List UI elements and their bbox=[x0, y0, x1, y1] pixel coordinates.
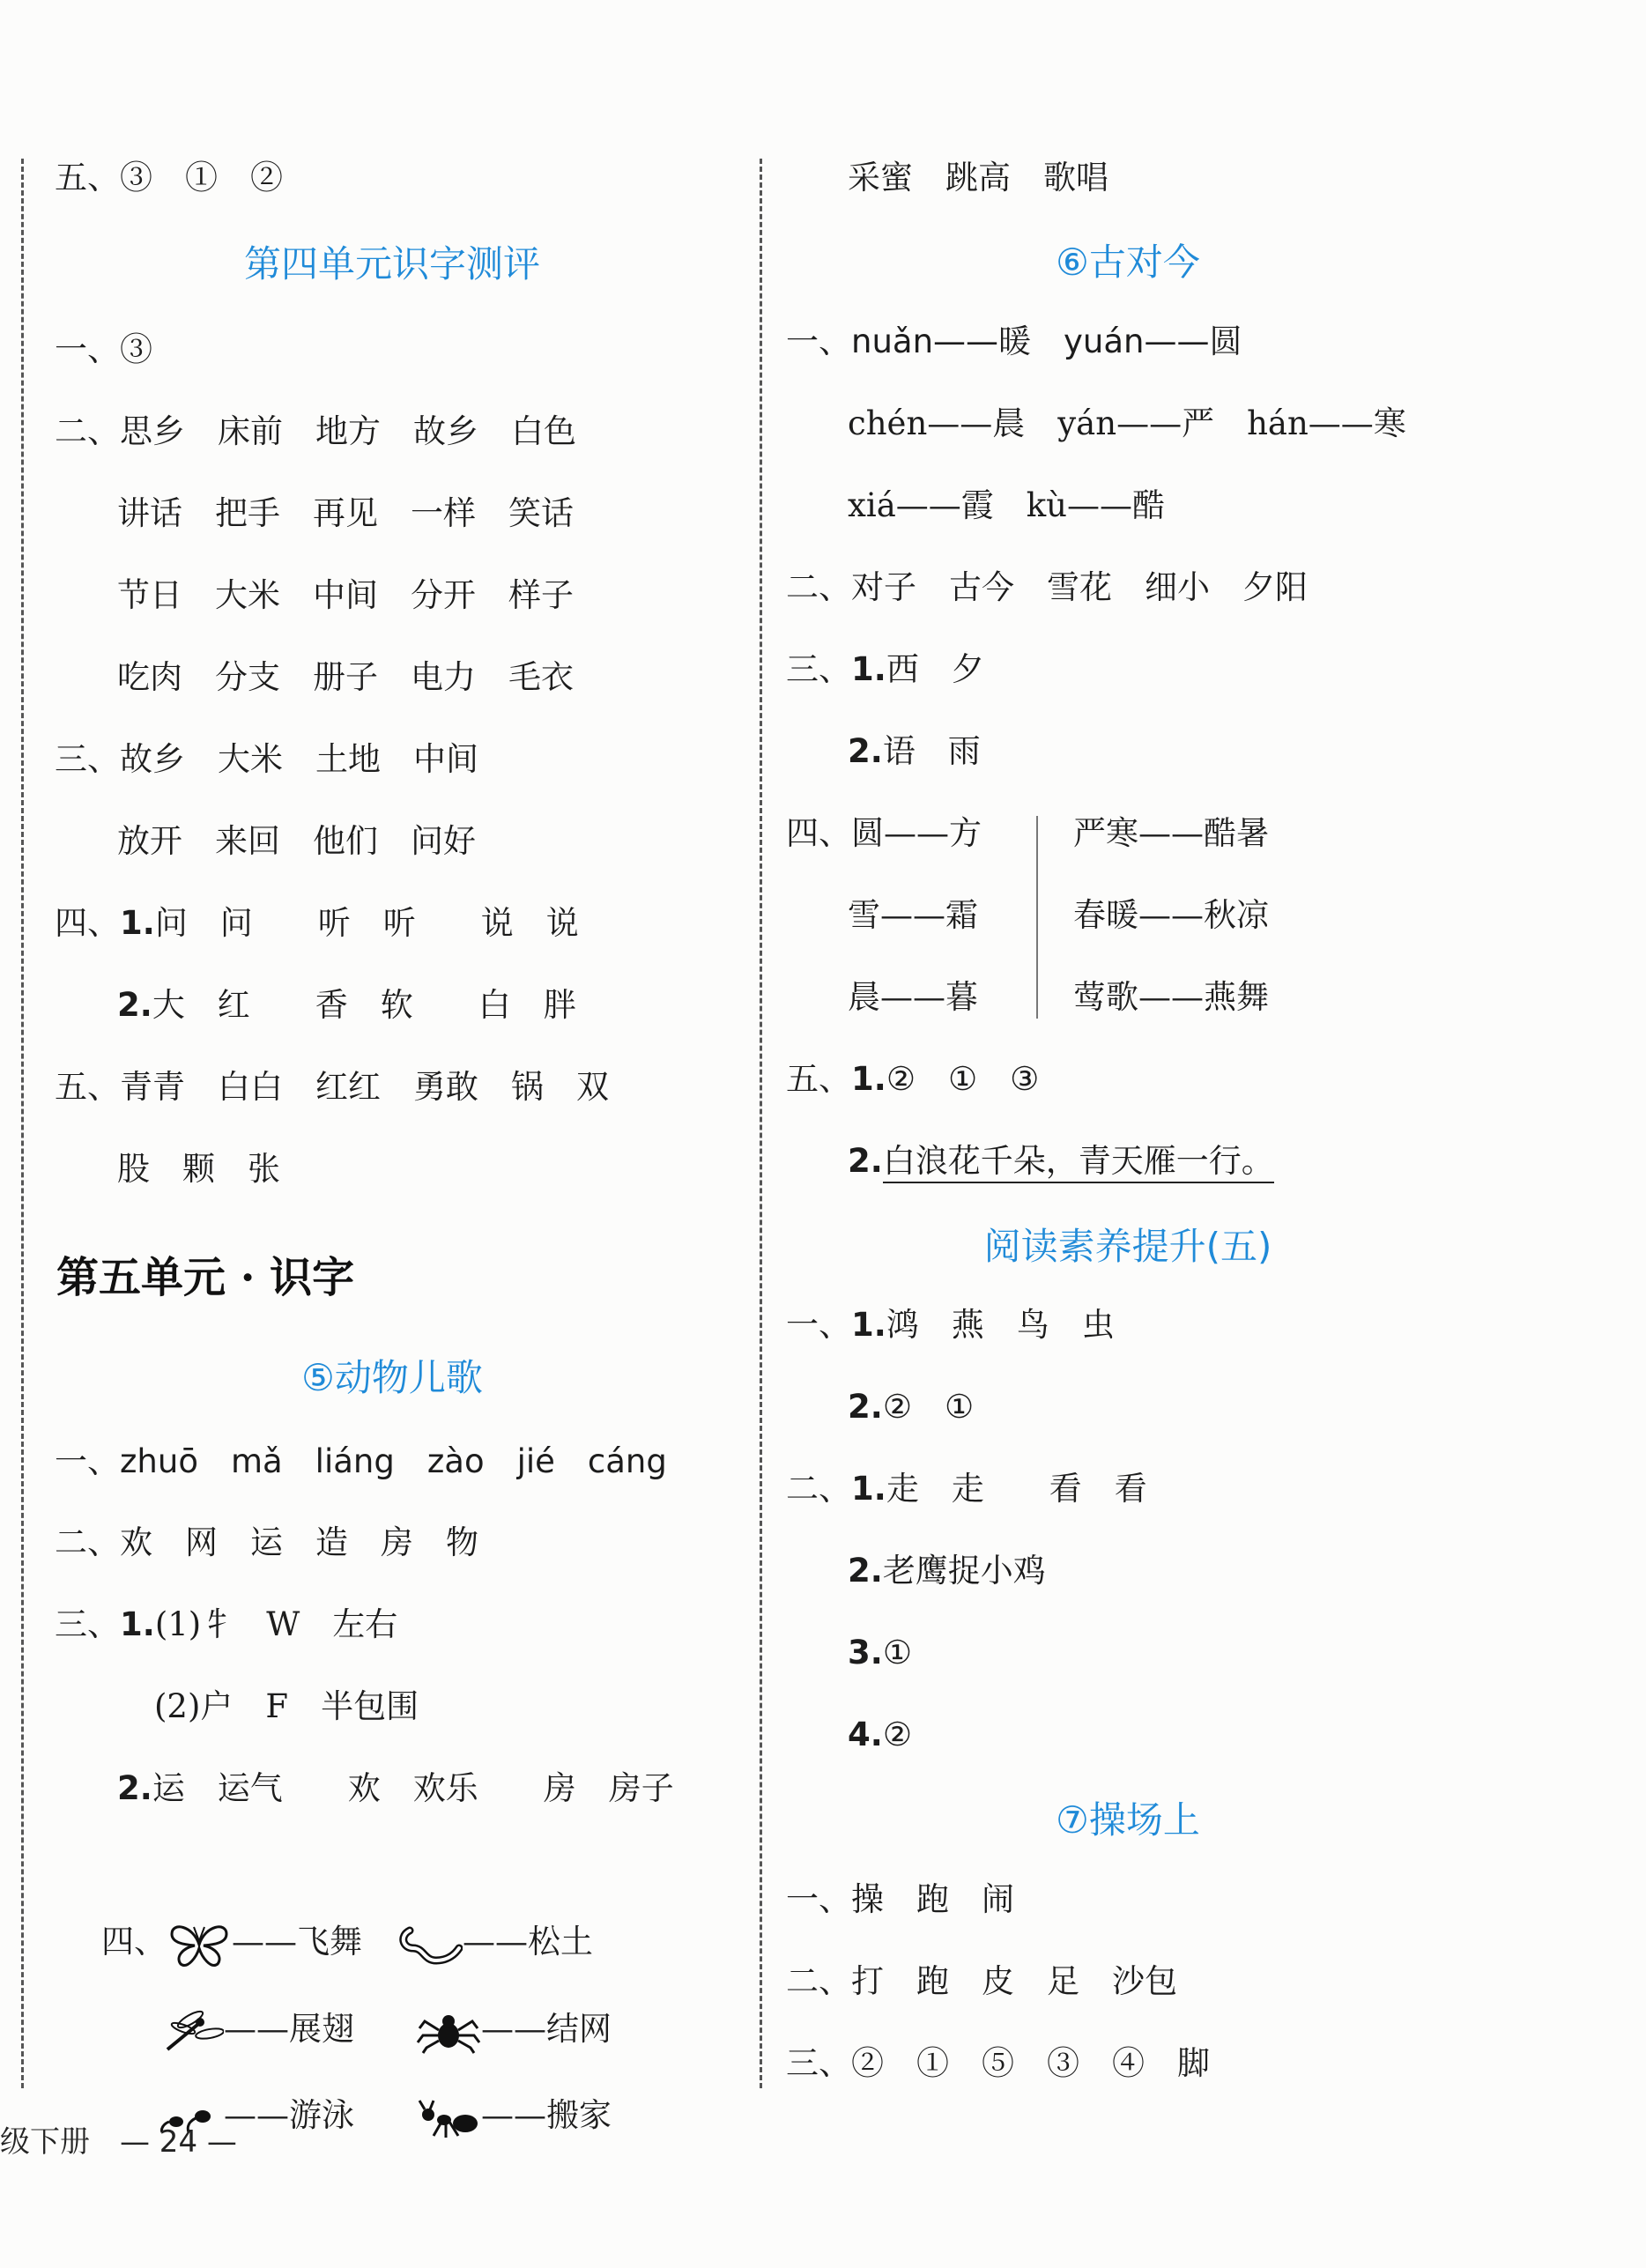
left-line-13: 二、欢 网 运 造 房 物 bbox=[55, 1523, 478, 1561]
right-line-11: 2.白浪花千朵，青天雁一行。 bbox=[848, 1138, 1274, 1184]
right-line-3: xiá——霞 kù——酷 bbox=[848, 486, 1166, 524]
right-line-1: 一、nuǎn——暖 yuán——圆 bbox=[786, 322, 1242, 360]
section-heading-animal-songs: ⑤动物儿歌 bbox=[301, 1356, 483, 1399]
pair-dash: —— bbox=[224, 2010, 290, 2048]
section-heading-reading-five: 阅读素养提升(五) bbox=[983, 1225, 1272, 1268]
section-heading-unit4-test: 第四单元识字测评 bbox=[243, 242, 540, 285]
pair-dash: —— bbox=[481, 2010, 547, 2048]
left-line-19: ——游泳 ——搬家 bbox=[117, 2034, 612, 2088]
left-line-6: 三、故乡 大米 土地 中间 bbox=[55, 740, 478, 778]
left-line-16: 2.运 运气 欢 欢乐 房 房子 bbox=[117, 1769, 674, 1807]
page-number: — 24 — bbox=[120, 2124, 237, 2160]
right-line-2: chén——晨 yán——严 hán——寒 bbox=[848, 404, 1406, 442]
right-line-5: 三、1.西 夕 bbox=[786, 650, 984, 688]
right-line-13: 2.② ① bbox=[848, 1388, 975, 1426]
right-line-8-pair: 春暖——秋凉 bbox=[1073, 896, 1269, 934]
section-heading-ancient-modern: ⑥古对今 bbox=[1056, 241, 1200, 284]
right-line-15: 2.老鹰捉小鸡 bbox=[848, 1552, 1046, 1590]
right-line-6: 2.语 雨 bbox=[848, 732, 981, 770]
pair-dash: —— bbox=[224, 2096, 290, 2134]
left-line-17: 四、 ——飞舞 ——松土 bbox=[60, 1860, 593, 1915]
right-line-10: 五、1.② ① ③ bbox=[786, 1060, 1040, 1098]
left-line-15: (2)户 F 半包围 bbox=[154, 1687, 419, 1725]
unit-five-title: 第五单元 · 识字 bbox=[56, 1253, 355, 1302]
right-line-12: 一、1.鸿 燕 鸟 虫 bbox=[786, 1306, 1115, 1344]
left-line-10: 五、青青 白白 红红 勇敢 锅 双 bbox=[55, 1068, 609, 1106]
left-line-14: 三、1.(1)牜 W 左右 bbox=[55, 1605, 398, 1643]
left-line-5: 吃肉 分支 册子 电力 毛衣 bbox=[117, 658, 574, 696]
left-column bbox=[0, 0, 758, 2268]
pair-dash: —— bbox=[481, 2096, 547, 2134]
page-footer bbox=[0, 2120, 237, 2164]
footer-book-label: 级下册 bbox=[0, 2124, 90, 2160]
right-line-7: 四、圆——方 bbox=[786, 814, 982, 852]
right-line-14: 二、1.走 走 看 看 bbox=[786, 1470, 1147, 1508]
left-line-2: 二、思乡 床前 地方 故乡 白色 bbox=[55, 412, 576, 450]
center-dashed-divider bbox=[760, 159, 762, 2088]
ant-icon bbox=[416, 2095, 481, 2141]
left-line-0: 五、③ ① ② bbox=[55, 159, 283, 196]
left-line-1: 一、③ bbox=[55, 330, 152, 368]
left-line-8: 四、1.问 问 听 听 说 说 bbox=[55, 904, 579, 942]
right-line-20: 三、② ① ⑤ ③ ④ 脚 bbox=[786, 2044, 1210, 2082]
left-line-4: 节日 大米 中间 分开 样子 bbox=[117, 576, 574, 614]
left-line-7: 放开 来回 他们 问好 bbox=[117, 822, 476, 860]
right-line-4: 二、对子 古今 雪花 细小 夕阳 bbox=[786, 568, 1308, 606]
right-line-17: 4.② bbox=[848, 1716, 912, 1753]
section-heading-playground: ⑦操场上 bbox=[1056, 1798, 1200, 1842]
pairs-divider-line bbox=[1036, 816, 1038, 1019]
left-line-11: 股 颗 张 bbox=[117, 1150, 280, 1188]
underlined-answer: 白浪花千朵，青天雁一行。 bbox=[883, 1142, 1274, 1183]
left-line-9: 2.大 红 香 软 白 胖 bbox=[117, 986, 576, 1024]
pair-dash: —— bbox=[463, 1923, 529, 1960]
right-line-9: 晨——暮 bbox=[848, 978, 978, 1016]
right-line-9-pair: 莺歌——燕舞 bbox=[1073, 978, 1269, 1016]
right-line-8: 雪——霜 bbox=[848, 896, 978, 934]
pair-dash: —— bbox=[232, 1923, 298, 1960]
left-line-12: 一、zhuō mǎ liáng zào jié cáng bbox=[55, 1442, 667, 1480]
left-line-18: ——展翅 ——结网 bbox=[117, 1947, 612, 2002]
right-line-18: 一、操 跑 闹 bbox=[786, 1880, 1014, 1918]
left-line-3: 讲话 把手 再见 一样 笑话 bbox=[117, 494, 574, 532]
right-line-0: 采蜜 跳高 歌唱 bbox=[848, 159, 1108, 196]
right-line-7-pair: 严寒——酷暑 bbox=[1073, 814, 1269, 852]
right-column bbox=[767, 0, 1646, 2268]
right-line-19: 二、打 跑 皮 足 沙包 bbox=[786, 1962, 1177, 2000]
right-line-16: 3.① bbox=[848, 1634, 912, 1671]
